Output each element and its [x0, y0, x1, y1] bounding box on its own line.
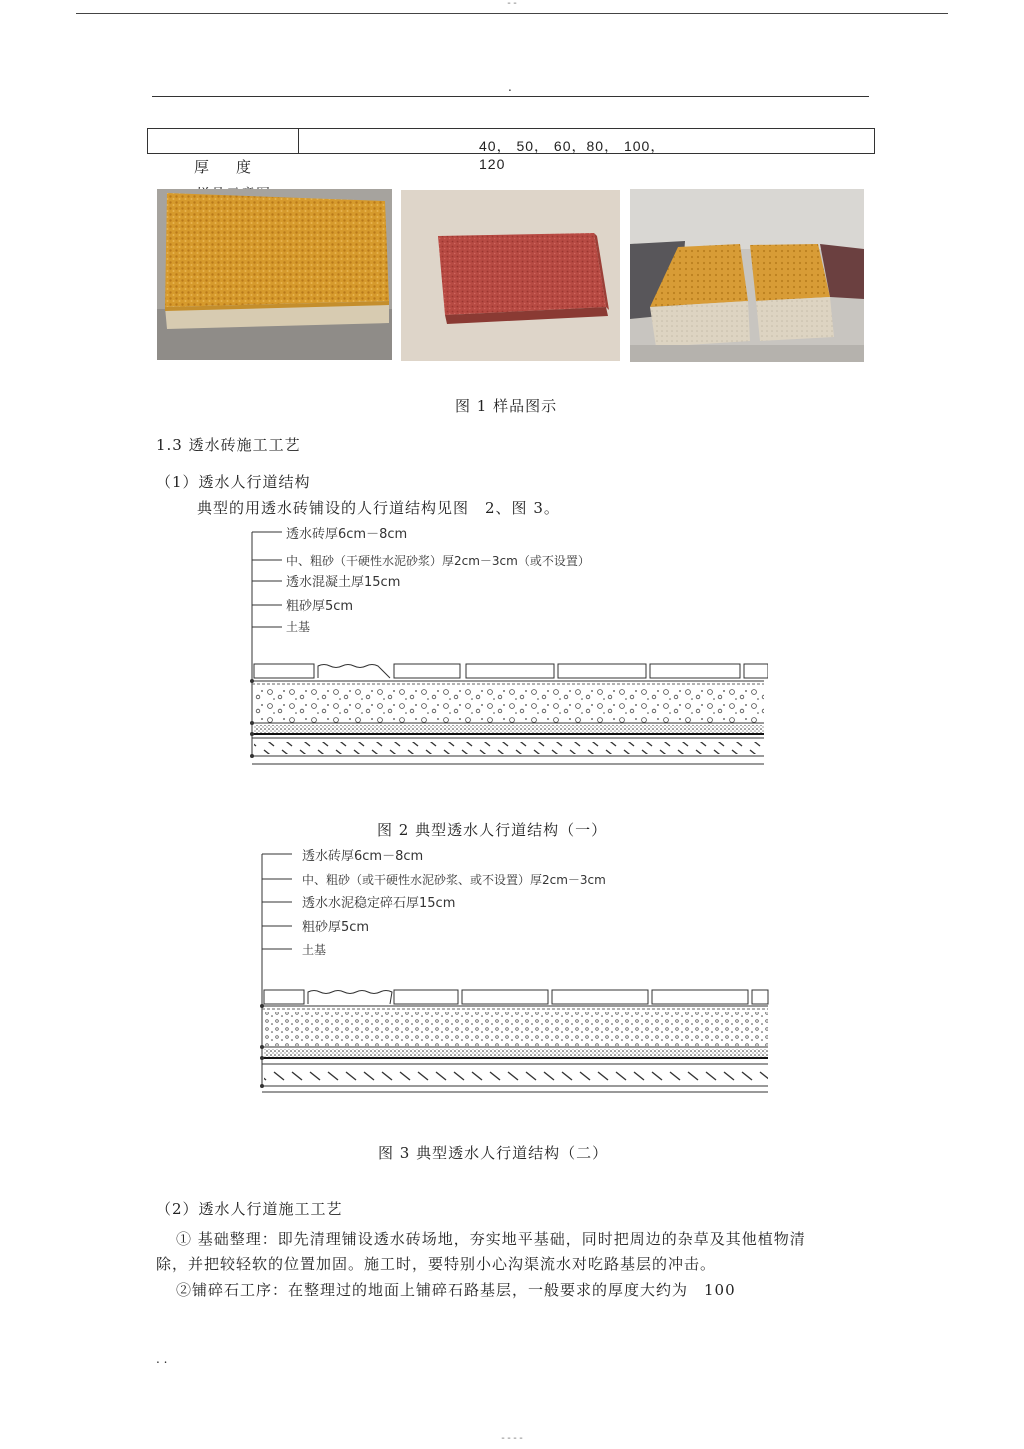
spec-table-divider — [298, 129, 299, 153]
footer-bottom-mark: ---- — [500, 1433, 525, 1444]
sample-photo-brick-cross-section — [630, 189, 864, 362]
fig3-layer-3-label: 透水水泥稳定碎石厚15cm — [302, 896, 456, 911]
header-dot: . — [508, 80, 512, 94]
figure2-caption: 图 2 典型透水人行道结构（一） — [377, 821, 608, 839]
fig3-layer-2-label: 中、粗砂（或干硬性水泥砂浆、或不设置）厚2cm－3cm — [302, 873, 606, 887]
figure1-caption: 图 1 样品图示 — [455, 397, 558, 415]
thickness-label: 厚 度 — [194, 158, 258, 176]
fig3-layer-1-label: 透水砖厚6cm－8cm — [302, 849, 424, 864]
sample-photo-yellow-brick — [157, 189, 392, 360]
sample-photo-red-brick — [401, 190, 620, 361]
subheading-structure: （1）透水人行道结构 — [156, 473, 311, 491]
process-step1-line2: 除，并把较轻软的位置加固。施工时，要特别小心沟渠流水对吃路基层的冲击。 — [156, 1255, 717, 1273]
figure3-structure-diagram — [254, 842, 770, 1096]
process-step1-line1: ① 基础整理：即先清理铺设透水砖场地，夯实地平基础，同时把周边的杂草及其他植物清 — [176, 1230, 806, 1248]
figure2-structure-diagram — [244, 520, 768, 772]
header-rule-top — [76, 13, 948, 14]
header-rule-second — [152, 96, 869, 97]
intro-paragraph: 典型的用透水砖铺设的人行道结构见图 2、图 3。 — [197, 499, 560, 517]
section-heading: 1.3 透水砖施工工艺 — [156, 436, 301, 454]
process-step2-line1: ②铺碎石工序：在整理过的地面上铺碎石路基层，一般要求的厚度大约为 100 — [176, 1281, 736, 1299]
header-top-mark: -- — [506, 0, 519, 9]
fig2-layer-3-label: 透水混凝土厚15cm — [286, 575, 401, 590]
fig3-layer-5-label: 土基 — [302, 943, 327, 957]
thickness-values-line1: 40， 50， 60，80， 100， — [479, 138, 666, 154]
subheading-process: （2）透水人行道施工工艺 — [156, 1200, 343, 1218]
fig2-layer-1-label: 透水砖厚6cm－8cm — [286, 527, 408, 542]
fig3-layer-4-label: 粗砂厚5cm — [302, 920, 370, 935]
figure3-caption: 图 3 典型透水人行道结构（二） — [378, 1144, 609, 1162]
thickness-values-line2: 120 — [479, 156, 506, 172]
fig2-layer-5-label: 土基 — [286, 620, 311, 634]
fig2-layer-2-label: 中、粗砂（干硬性水泥砂浆）厚2cm－3cm（或不设置） — [286, 554, 590, 568]
fig2-layer-4-label: 粗砂厚5cm — [286, 599, 354, 614]
footer-left-marks: . . — [156, 1352, 168, 1366]
